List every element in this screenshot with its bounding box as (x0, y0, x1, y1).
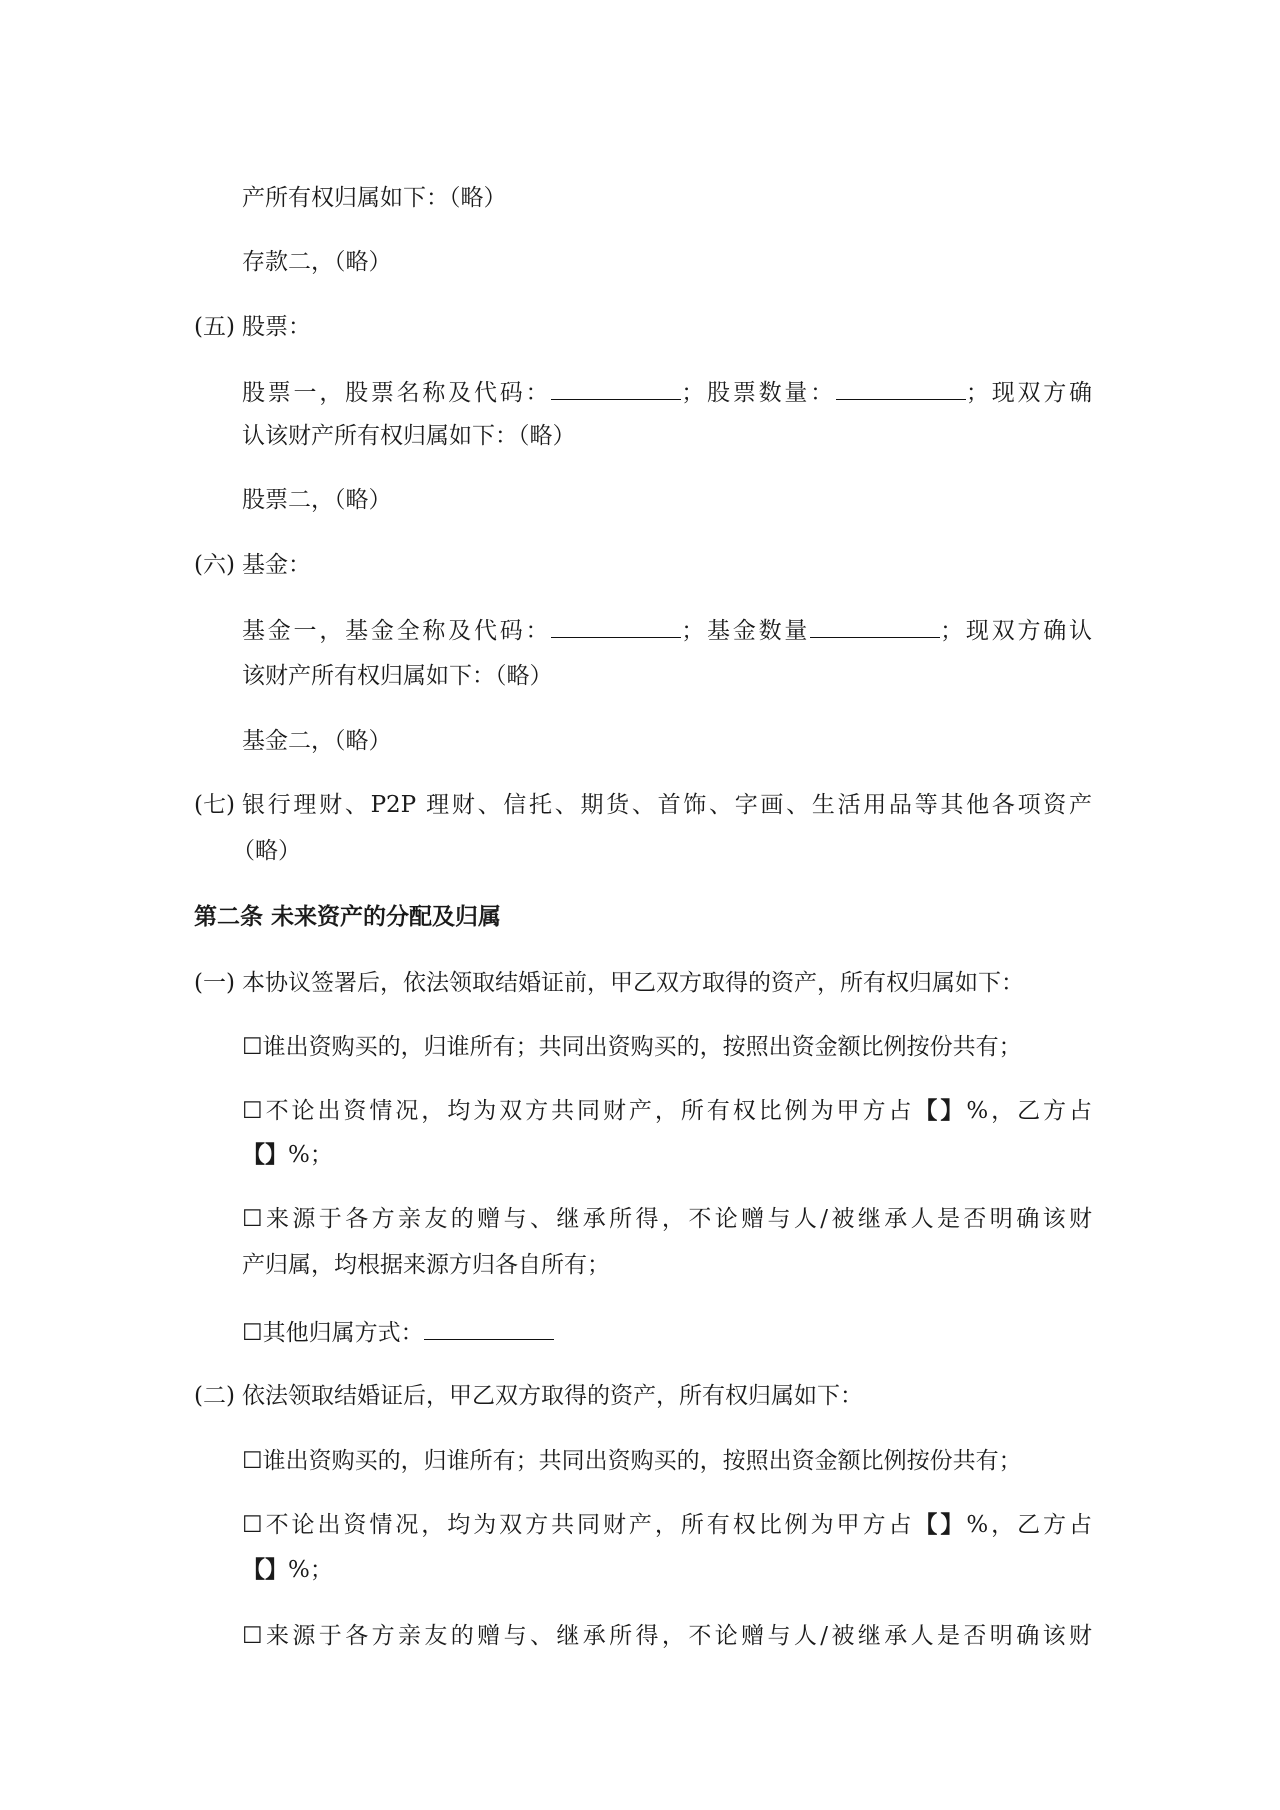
text-line: 基金二，（略） (242, 728, 392, 754)
text-segment: ；股票数量： (681, 380, 836, 406)
text-segment: %，乙方占 (966, 1512, 1092, 1538)
text-line: 产归属，均根据来源方归各自所有； (242, 1252, 610, 1278)
text-segment: 股票一，股票名称及代码： (242, 380, 552, 406)
text-segment: %； (288, 1557, 333, 1583)
text-segment: ；现双方确认 (940, 618, 1092, 644)
text-line (242, 1140, 333, 1170)
text-line (242, 615, 1092, 645)
blank-field-fund-quantity[interactable] (810, 615, 940, 638)
text-line: 存款二，（略） (242, 249, 392, 275)
checkbox-option[interactable]: ☐谁出资购买的，归谁所有；共同出资购买的，按照出资金额比例按份共有； (242, 1034, 1022, 1060)
blank-field-stock-quantity[interactable] (836, 377, 966, 400)
checkbox-option[interactable] (242, 1510, 1092, 1540)
checkbox-option[interactable] (242, 1096, 1092, 1126)
checkbox-option[interactable]: ☐谁出资购买的，归谁所有；共同出资购买的，按照出资金额比例按份共有； (242, 1448, 1022, 1474)
item-label: (一) (194, 970, 235, 996)
blank-bracket[interactable]: 【】 (242, 1556, 288, 1583)
checkbox-option[interactable]: ☐来源于各方亲友的赠与、继承所得，不论赠与人/被继承人是否明确该财 (242, 1623, 1092, 1649)
article-heading: 第二条 未来资产的分配及归属 (194, 903, 502, 930)
text-line: 认该财产所有权归属如下：（略） (242, 423, 576, 449)
text-line: 股票二，（略） (242, 487, 392, 513)
text-segment: %； (288, 1142, 333, 1168)
text-line (242, 1555, 333, 1585)
checkbox-option[interactable] (242, 1317, 554, 1347)
text-line: 银行理财、P2P 理财、信托、期货、首饰、字画、生活用品等其他各项资产 (242, 792, 1092, 818)
text-segment: ☐其他归属方式： (242, 1320, 424, 1346)
text-line (242, 377, 1092, 407)
text-segment: ；基金数量 (681, 618, 811, 644)
text-line: 该财产所有权归属如下：（略） (242, 663, 553, 689)
blank-bracket[interactable]: 【】 (914, 1511, 967, 1538)
text-line: （略） (232, 838, 301, 864)
text-segment: 基金一，基金全称及代码： (242, 618, 552, 644)
section-stocks: 股票： (242, 314, 311, 340)
text-segment: ☐不论出资情况，均为双方共同财产，所有权比例为甲方占 (242, 1512, 915, 1538)
text-segment: %，乙方占 (966, 1098, 1092, 1124)
blank-field-other-method[interactable] (424, 1317, 554, 1340)
checkbox-option[interactable]: ☐来源于各方亲友的赠与、继承所得，不论赠与人/被继承人是否明确该财 (242, 1206, 1092, 1232)
text-line: 依法领取结婚证后，甲乙双方取得的资产，所有权归属如下： (242, 1383, 863, 1409)
text-segment: ；现双方确 (965, 380, 1092, 406)
text-line: 产所有权归属如下：（略） (242, 185, 507, 211)
text-segment: ☐不论出资情况，均为双方共同财产，所有权比例为甲方占 (242, 1098, 915, 1124)
item-label: (二) (194, 1383, 235, 1409)
item-label: (七) (194, 792, 235, 818)
blank-bracket[interactable]: 【】 (242, 1141, 288, 1168)
text-line: 本协议签署后，依法领取结婚证前，甲乙双方取得的资产，所有权归属如下： (242, 970, 1024, 996)
blank-field-stock-code[interactable] (551, 377, 681, 400)
item-label: (六) (194, 552, 235, 578)
blank-field-fund-code[interactable] (551, 615, 681, 638)
item-label: (五) (194, 314, 235, 340)
section-funds: 基金： (242, 552, 311, 578)
blank-bracket[interactable]: 【】 (914, 1097, 967, 1124)
